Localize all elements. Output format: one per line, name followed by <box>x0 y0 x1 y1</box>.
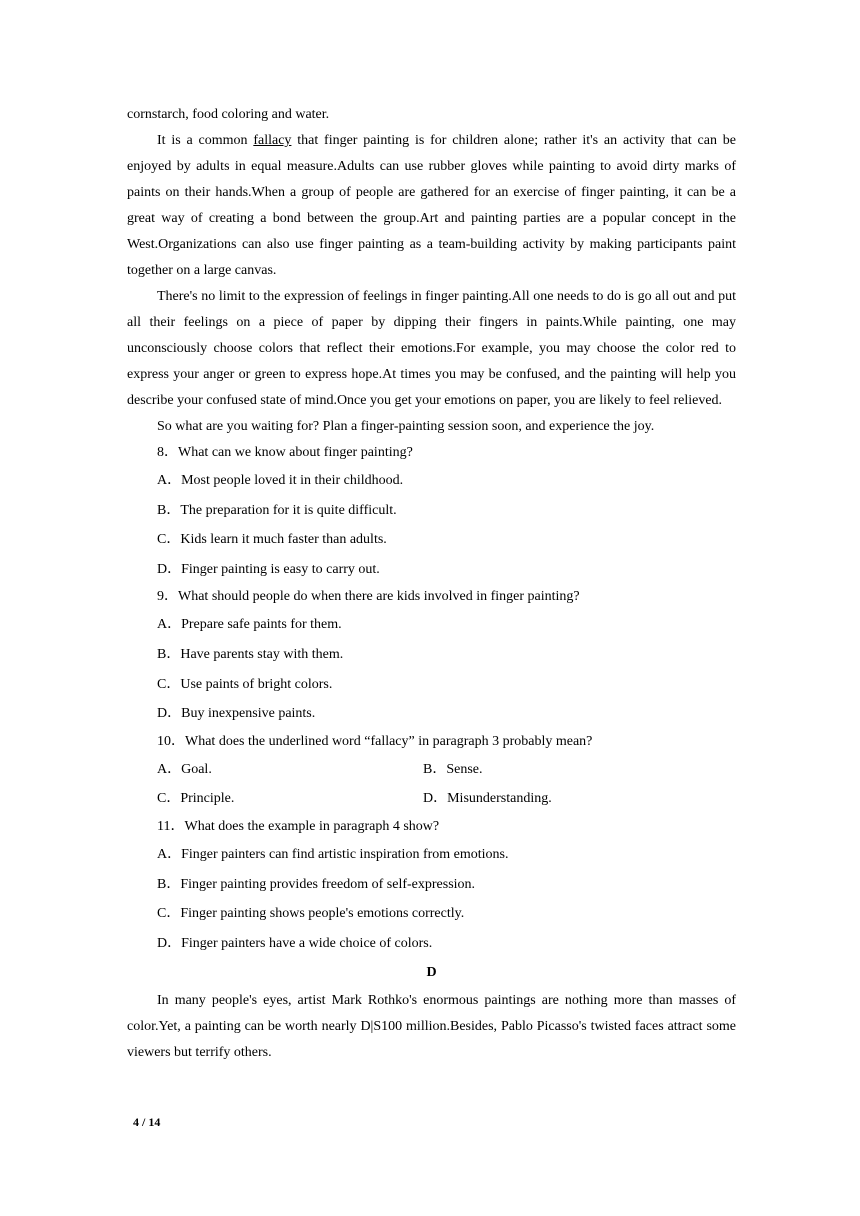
underlined-word-fallacy: fallacy <box>253 133 292 148</box>
question-10-option-b: B．Sense. <box>423 761 483 777</box>
question-11-option-d: D．Finger painters have a wide choice of colors. <box>157 935 433 951</box>
question-9-stem: 9．What should people do when there are kids involved in finger painting? <box>157 589 580 605</box>
question-10-option-a: A．Goal. <box>157 761 212 777</box>
question-9-option-a: A．Prepare safe paints for them. <box>157 617 342 633</box>
page-content <box>127 102 736 1066</box>
question-10-option-d: D．Misunderstanding. <box>423 791 552 807</box>
question-9-option-b: B．Have parents stay with them. <box>157 646 344 662</box>
question-10-stem: 10．What does the underlined word “fallacy” in paragraph 3 probably mean? <box>157 733 593 749</box>
paragraph-5: So what are you waiting for? Plan a finger-painting session soon, and experience the joy. <box>157 419 655 434</box>
question-8-option-b: B．The preparation for it is quite difficult. <box>157 502 397 518</box>
question-10-options-row-2 <box>157 784 736 814</box>
question-8-stem: 8．What can we know about finger painting? <box>157 445 413 460</box>
question-10-options-row-1 <box>157 755 736 785</box>
question-11-stem: 11．What does the example in paragraph 4 show? <box>157 818 440 834</box>
paragraph-3-start: It is a common <box>157 133 254 148</box>
paragraph-4: There's no limit to the expression of feelings in finger painting.All one needs to do is go all out and put all their feelings on a piece of paper by dipping their fingers in paints.While painting, one may unconsciously choose colors that reflect their emotions.For example, you may choose the color red to express your anger or green to express hope.At times you may be confused, and the painting will help you describe your confused state of mind.Once you get your emotions on paper, you are likely to feel relieved. <box>127 289 736 408</box>
question-9-option-d: D．Buy inexpensive paints. <box>157 706 316 722</box>
question-10-option-c: C．Principle. <box>157 791 235 807</box>
question-11-option-b: B．Finger painting provides freedom of self-expression. <box>157 876 476 892</box>
question-8-option-c: C．Kids learn it much faster than adults. <box>157 532 387 548</box>
paragraph-3 <box>127 128 736 284</box>
question-11-option-c: C．Finger painting shows people's emotions correctly. <box>157 906 465 922</box>
section-d-paragraph-1: In many people's eyes, artist Mark Rothko's enormous paintings are nothing more than masses of color.Yet, a painting can be worth nearly D|S100 million.Besides, Pablo Picasso's twisted faces attract some viewers but terrify others. <box>127 993 736 1061</box>
section-heading-d: D <box>426 965 437 981</box>
paragraph-continuation: cornstarch, food coloring and water. <box>127 107 330 122</box>
question-8-option-d: D．Finger painting is easy to carry out. <box>157 561 380 577</box>
question-8-option-a: A．Most people loved it in their childhood. <box>157 473 404 488</box>
question-11-option-a: A．Finger painters can find artistic inspiration from emotions. <box>157 846 509 862</box>
page-number: 4 / 14 <box>133 1115 161 1129</box>
paragraph-3-rest: that finger painting is for children alone; rather it's an activity that can be enjoyed by adults in equal measure.Adults can use rubber gloves while painting to avoid dirty marks of paints on their hands.When a group of people are gathered for an exercise of finger painting, it can be a great way of creating a bond between the group.Art and painting parties are a popular concept in the West.Organizations can also use finger painting as a team-building activity by making participants paint together on a large canvas. <box>127 133 736 278</box>
question-9-option-c: C．Use paints of bright colors. <box>157 676 333 692</box>
